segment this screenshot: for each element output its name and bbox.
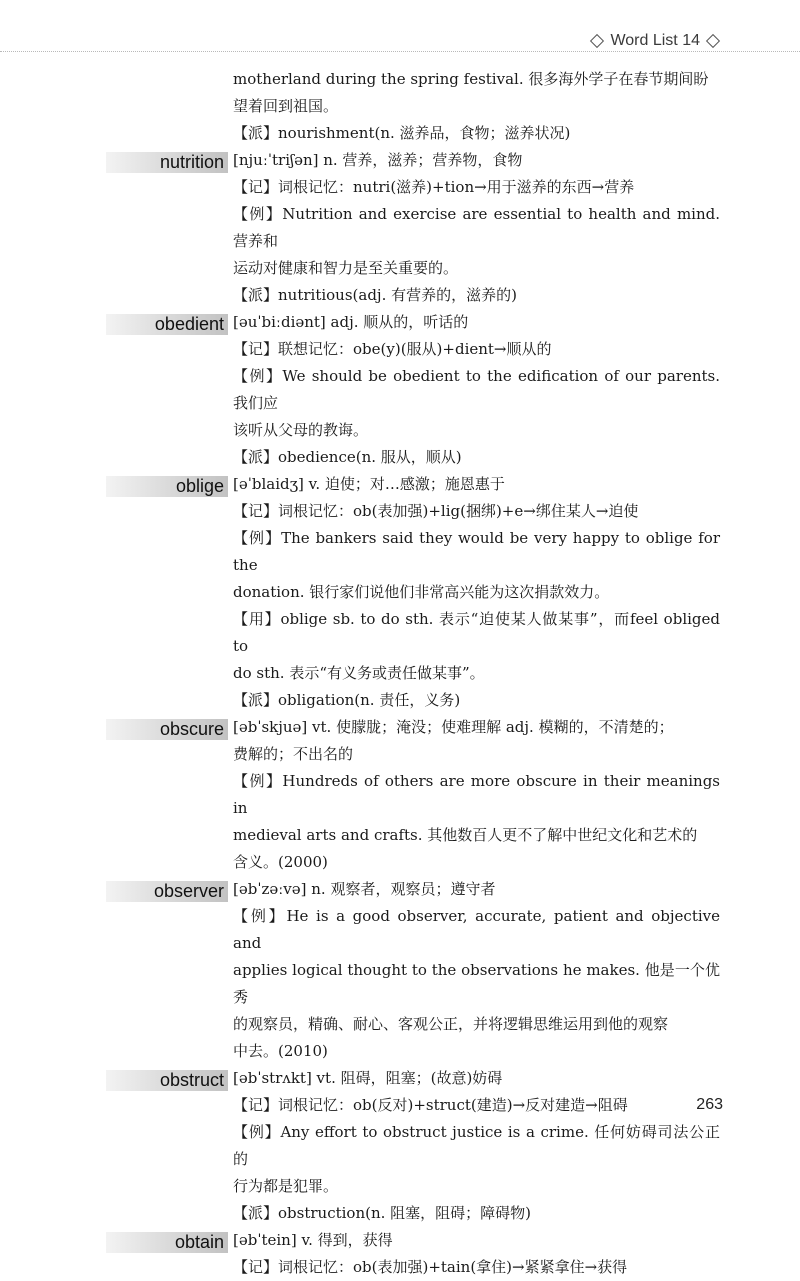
intro-line: motherland during the spring festival. 很多海外学子在春节期间盼 [233, 70, 709, 88]
intro-line: 【派】nourishment(n. 滋养品，食物；滋养状况) [233, 124, 571, 142]
pronunciation-definition: [əbˈtein] v. 得到，获得 [233, 1231, 393, 1249]
header-rule [0, 51, 800, 52]
entry-line: 【记】词根记忆：ob(表加强)+lig(捆绑)+e→绑住某人→迫使 [233, 502, 639, 520]
pronunciation-definition: [əbˈskjuə] vt. 使朦胧；淹没；使难理解 adj. 模糊的，不清楚的； [233, 718, 674, 736]
page-header [0, 0, 800, 52]
pronunciation-definition: [əbˈstrʌkt] vt. 阻碍，阻塞；(故意)妨碍 [233, 1069, 503, 1087]
pronunciation-definition: [əuˈbiːdiənt] adj. 顺从的，听话的 [233, 313, 469, 331]
entry-line: 行为都是犯罪。 [233, 1177, 339, 1195]
page-content [0, 66, 800, 1281]
entry-body [0, 471, 800, 714]
entry-line: 【派】obligation(n. 责任，义务) [233, 691, 461, 709]
entry-line: medieval arts and crafts. 其他数百人更不了解中世纪文化和艺术的 [233, 826, 698, 844]
running-head [584, 32, 726, 50]
entry-line: 【派】nutritious(adj. 有营养的，滋养的) [233, 286, 517, 304]
entry-line: 【派】obstruction(n. 阻塞，阻碍；障碍物) [233, 1204, 532, 1222]
entry-line: 【例】He is a good observer, accurate, patient and objective and [233, 907, 720, 952]
entry-obtain [0, 1227, 800, 1281]
entry-line: 【例】Any effort to obstruct justice is a crime. 任何妨碍司法公正的 [233, 1123, 720, 1168]
entry-line: 【记】词根记忆：ob(反对)+struct(建造)→反对建造→阻碍 [233, 1096, 628, 1114]
entry-line: 【派】obedience(n. 服从，顺从) [233, 448, 462, 466]
entry-line: 【用】oblige sb. to do sth. 表示“迫使某人做某事”，而feel obliged to [233, 610, 720, 655]
pronunciation-definition: [njuːˈtriʃən] n. 营养，滋养；营养物，食物 [233, 151, 523, 169]
headword-label: obstruct [106, 1070, 228, 1091]
entry-line: 运动对健康和智力是至关重要的。 [233, 259, 459, 277]
headword-label: oblige [106, 476, 228, 497]
entry-line: 中去。(2010) [233, 1042, 328, 1060]
page-number: 263 [696, 1096, 723, 1113]
entry-line: 【记】词根记忆：nutri(滋养)+tion→用于滋养的东西→营养 [233, 178, 635, 196]
pronunciation-definition: [əˈblaidʒ] v. 迫使；对…感激；施恩惠于 [233, 475, 505, 493]
entry-line: 【记】词根记忆：ob(表加强)+tain(拿住)→紧紧拿住→获得 [233, 1258, 628, 1276]
entry-line: 费解的；不出名的 [233, 745, 354, 763]
entry-oblige [0, 471, 800, 714]
diamond-icon [590, 34, 604, 48]
entry-list [0, 147, 800, 1281]
entry-obscure [0, 714, 800, 876]
entry-line: 的观察员，精确、耐心、客观公正，并将逻辑思维运用到他的观察 [233, 1015, 669, 1033]
headword-label: obedient [106, 314, 228, 335]
entry-obstruct [0, 1065, 800, 1227]
intro-block [0, 66, 800, 147]
headword-label: nutrition [106, 152, 228, 173]
entry-line: 【记】联想记忆：obe(y)(服从)+dient→顺从的 [233, 340, 552, 358]
pronunciation-definition: [əbˈzəːvə] n. 观察者，观察员；遵守者 [233, 880, 496, 898]
entry-nutrition [0, 147, 800, 309]
entry-line: applies logical thought to the observations he makes. 他是一个优秀 [233, 961, 720, 1006]
entry-line: donation. 银行家们说他们非常高兴能为这次捐款效力。 [233, 583, 610, 601]
entry-line: 该听从父母的教诲。 [233, 421, 369, 439]
headword-label: obscure [106, 719, 228, 740]
entry-line: 【例】The bankers said they would be very happy to oblige for the [233, 529, 720, 574]
headword-label: observer [106, 881, 228, 902]
entry-line: 【例】Hundreds of others are more obscure in their meanings in [233, 772, 720, 817]
entry-line: 含义。(2000) [233, 853, 328, 871]
entry-body [0, 876, 800, 1065]
entry-line: do sth. 表示“有义务或责任做某事”。 [233, 664, 485, 682]
entry-observer [0, 876, 800, 1065]
intro-line: 望着回到祖国。 [233, 97, 339, 115]
entry-line: 【例】Nutrition and exercise are essential to health and mind. 营养和 [233, 205, 720, 250]
headword-label: obtain [106, 1232, 228, 1253]
word-list-title: Word List 14 [610, 32, 700, 49]
diamond-icon [706, 34, 720, 48]
entry-obedient [0, 309, 800, 471]
entry-line: 【例】We should be obedient to the edification of our parents. 我们应 [233, 367, 720, 412]
